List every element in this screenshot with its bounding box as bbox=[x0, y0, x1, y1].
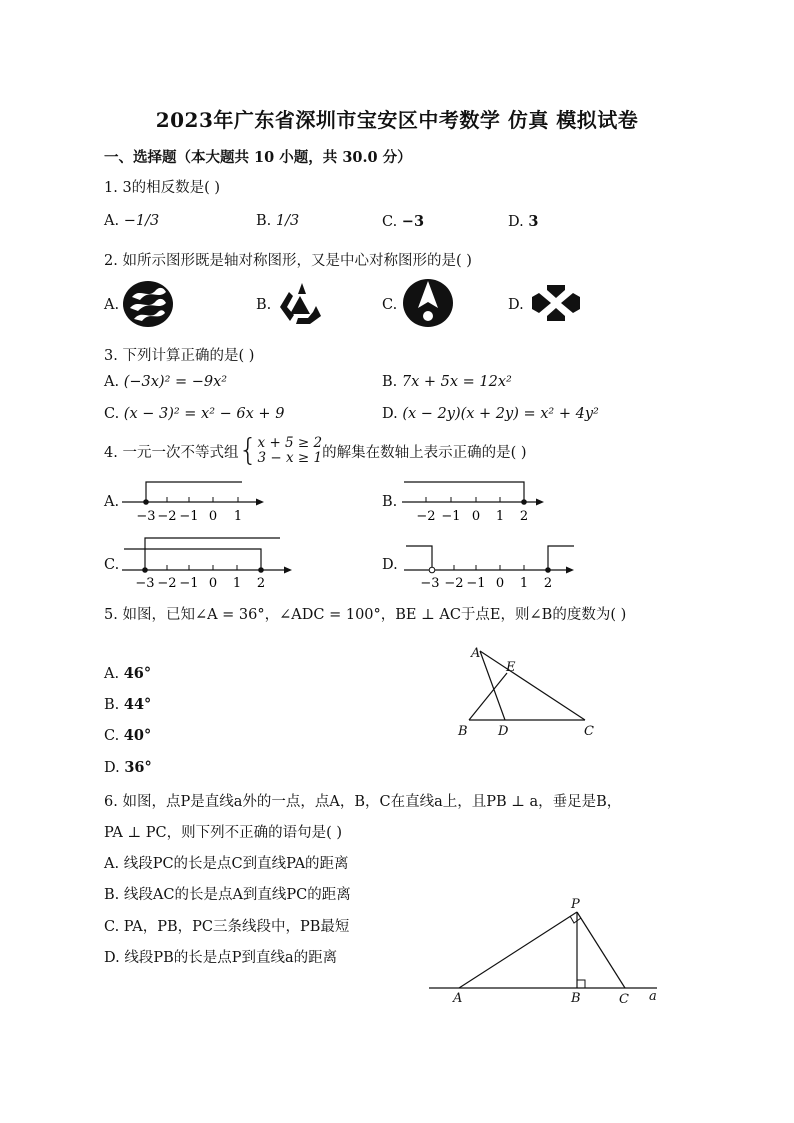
q4-option-a-label[interactable]: A. bbox=[104, 494, 120, 510]
q2-figure-b-recycle-triangle-icon bbox=[276, 280, 324, 328]
tick-label: 1 bbox=[519, 576, 529, 591]
q5-option-a-label: A. bbox=[104, 666, 120, 682]
q1-option-d-label: D. bbox=[508, 214, 524, 230]
q5-option-b-label: B. bbox=[104, 697, 120, 713]
q3-option-a-label: A. bbox=[104, 374, 120, 390]
q2-option-b-label[interactable]: B. bbox=[256, 297, 272, 313]
q6-perpendicular-figure bbox=[425, 896, 670, 1012]
tick-label: 2 bbox=[543, 576, 553, 591]
q6-option-c[interactable] bbox=[104, 915, 349, 936]
q6-option-c-label: C. bbox=[104, 919, 120, 935]
q1-option-a[interactable] bbox=[104, 213, 159, 229]
tick-label: 1 bbox=[495, 509, 505, 524]
q4-system-line-1: x + 5 ≥ 2 bbox=[257, 435, 323, 451]
tick-label: −1 bbox=[179, 576, 199, 591]
q1-option-d[interactable] bbox=[508, 213, 538, 230]
q3-option-b-text: 7x + 5x = 12x² bbox=[401, 374, 512, 390]
tick-label: −1 bbox=[466, 576, 486, 591]
q3-option-c-text: (x − 3)² = x² − 6x + 9 bbox=[123, 406, 285, 422]
q5-option-c[interactable] bbox=[104, 727, 151, 744]
label-line-a: a bbox=[649, 989, 657, 1004]
tick-label: −3 bbox=[420, 576, 440, 591]
q5-option-d[interactable] bbox=[104, 759, 152, 776]
label-c: C bbox=[584, 724, 594, 739]
q1-option-a-label: A. bbox=[104, 213, 120, 229]
q6-option-d[interactable] bbox=[104, 946, 337, 967]
q6-option-d-label: D. bbox=[104, 950, 120, 966]
question-4-stem bbox=[104, 434, 527, 468]
question-5-stem: 5. 如图，已知∠A = 36°，∠ADC = 100°，BE ⊥ AC于点E，则∠B的度数为( ) bbox=[104, 607, 627, 623]
q1-option-a-text: −1/3 bbox=[123, 213, 160, 229]
segment-ac bbox=[480, 651, 585, 720]
q3-option-c[interactable] bbox=[104, 406, 284, 422]
tick-label: −2 bbox=[157, 509, 177, 524]
label-p: P bbox=[571, 897, 580, 912]
q2-option-a-label[interactable]: A. bbox=[104, 297, 120, 313]
q2-figure-d-quad-shape-icon bbox=[530, 281, 582, 325]
q4-number-line-b bbox=[398, 478, 548, 524]
q3-option-c-label: C. bbox=[104, 406, 120, 422]
tick-label: 0 bbox=[471, 509, 481, 524]
q6-option-b-label: B. bbox=[104, 887, 120, 903]
label-c: C bbox=[619, 992, 629, 1007]
q6-option-a[interactable] bbox=[104, 852, 349, 873]
segment-pa bbox=[459, 912, 577, 988]
tick-label: 0 bbox=[208, 509, 218, 524]
label-d: D bbox=[498, 724, 509, 739]
segment-pc bbox=[577, 912, 625, 988]
question-1-stem: 1. 3的相反数是( ) bbox=[104, 180, 221, 196]
tick-label: −1 bbox=[179, 509, 199, 524]
q5-triangle-figure bbox=[455, 643, 605, 743]
right-angle-mark-p bbox=[570, 916, 581, 923]
q5-option-b[interactable] bbox=[104, 696, 151, 713]
label-e: E bbox=[506, 660, 516, 675]
q3-option-a[interactable] bbox=[104, 374, 227, 390]
q4-option-b-label[interactable]: B. bbox=[382, 494, 398, 510]
q3-option-b-label: B. bbox=[382, 374, 398, 390]
q5-option-c-label: C. bbox=[104, 728, 120, 744]
q4-option-c-label[interactable]: C. bbox=[104, 557, 120, 573]
tick-label: 2 bbox=[256, 576, 266, 591]
q1-option-b-text: 1/3 bbox=[275, 213, 300, 229]
tick-label: 2 bbox=[519, 509, 529, 524]
tick-label: −3 bbox=[135, 576, 155, 591]
q1-option-c-label: C. bbox=[382, 214, 398, 230]
q4-option-d-label[interactable]: D. bbox=[382, 557, 398, 573]
q6-option-b-text: 线段AC的长是点A到直线PC的距离 bbox=[123, 887, 351, 903]
q5-option-d-text: 36° bbox=[124, 759, 152, 776]
q2-figure-a-wave-icon bbox=[122, 280, 174, 328]
section-heading: 一、选择题（本大题共 10 小题，共 30.0 分） bbox=[104, 149, 412, 166]
q3-option-d-text: (x − 2y)(x + 2y) = x² + 4y² bbox=[402, 406, 599, 422]
q6-option-a-label: A. bbox=[104, 856, 120, 872]
q2-figure-c-navigation-icon bbox=[402, 278, 454, 328]
tick-label: −2 bbox=[444, 576, 464, 591]
segment-be bbox=[469, 673, 507, 720]
question-6-stem-line-2: PA ⊥ PC，则下列不正确的语句是( ) bbox=[104, 825, 343, 841]
q3-option-a-text: (−3x)² = −9x² bbox=[123, 374, 228, 390]
label-b: B bbox=[458, 724, 468, 739]
q4-number-line-d bbox=[400, 540, 580, 590]
label-a: A bbox=[471, 646, 481, 661]
q3-option-b[interactable] bbox=[382, 374, 512, 390]
q4-stem-prefix: 4. 一元一次不等式组 bbox=[104, 444, 239, 461]
q6-option-d-text: 线段PB的长是点P到直线a的距离 bbox=[124, 950, 338, 966]
q5-option-a[interactable] bbox=[104, 665, 151, 682]
tick-label: 0 bbox=[208, 576, 218, 591]
q2-option-c-label[interactable]: C. bbox=[382, 297, 398, 313]
q5-option-a-text: 46° bbox=[123, 665, 152, 682]
tick-label: 0 bbox=[495, 576, 505, 591]
right-angle-mark-b bbox=[577, 980, 585, 988]
q1-option-b[interactable] bbox=[256, 213, 299, 229]
page-title: 2023年广东省深圳市宝安区中考数学 仿真 模拟试卷 bbox=[155, 108, 639, 132]
q1-option-c-text: −3 bbox=[401, 213, 425, 230]
q4-brace: { bbox=[238, 433, 258, 468]
q5-option-d-label: D. bbox=[104, 760, 120, 776]
q5-option-c-text: 40° bbox=[123, 727, 152, 744]
q4-number-line-a bbox=[118, 478, 268, 524]
q5-option-b-text: 44° bbox=[123, 696, 152, 713]
q4-system bbox=[258, 436, 323, 466]
segment-ad bbox=[480, 651, 505, 720]
q1-option-d-text: 3 bbox=[528, 213, 539, 230]
tick-label: 1 bbox=[233, 509, 243, 524]
question-6-stem-line-1: 6. 如图，点P是直线a外的一点，点A，B，C在直线a上，且PB ⊥ a，垂足是B， bbox=[104, 794, 622, 810]
label-b: B bbox=[571, 991, 581, 1006]
question-2-stem: 2. 如所示图形既是轴对称图形，又是中心对称图形的是( ) bbox=[104, 253, 472, 269]
tick-label: −2 bbox=[157, 576, 177, 591]
tick-label: 1 bbox=[232, 576, 242, 591]
q3-option-d-label: D. bbox=[382, 406, 398, 422]
q1-option-c[interactable] bbox=[382, 213, 424, 230]
q4-system-line-2: 3 − x ≥ 1 bbox=[257, 450, 323, 466]
q6-option-c-text: PA，PB，PC三条线段中，PB最短 bbox=[123, 919, 350, 935]
q1-option-b-label: B. bbox=[256, 213, 272, 229]
tick-label: −3 bbox=[136, 509, 156, 524]
question-3-stem: 3. 下列计算正确的是( ) bbox=[104, 348, 255, 364]
q3-option-d[interactable] bbox=[382, 406, 599, 422]
tick-label: −2 bbox=[416, 509, 436, 524]
tick-label: −1 bbox=[441, 509, 461, 524]
q4-number-line-c bbox=[118, 534, 298, 590]
q4-stem-suffix: 的解集在数轴上表示正确的是( ) bbox=[322, 444, 527, 461]
q6-option-b[interactable] bbox=[104, 883, 351, 904]
label-a: A bbox=[453, 991, 463, 1006]
q2-option-d-label[interactable]: D. bbox=[508, 297, 524, 313]
q6-option-a-text: 线段PC的长是点C到直线PA的距离 bbox=[123, 856, 349, 872]
